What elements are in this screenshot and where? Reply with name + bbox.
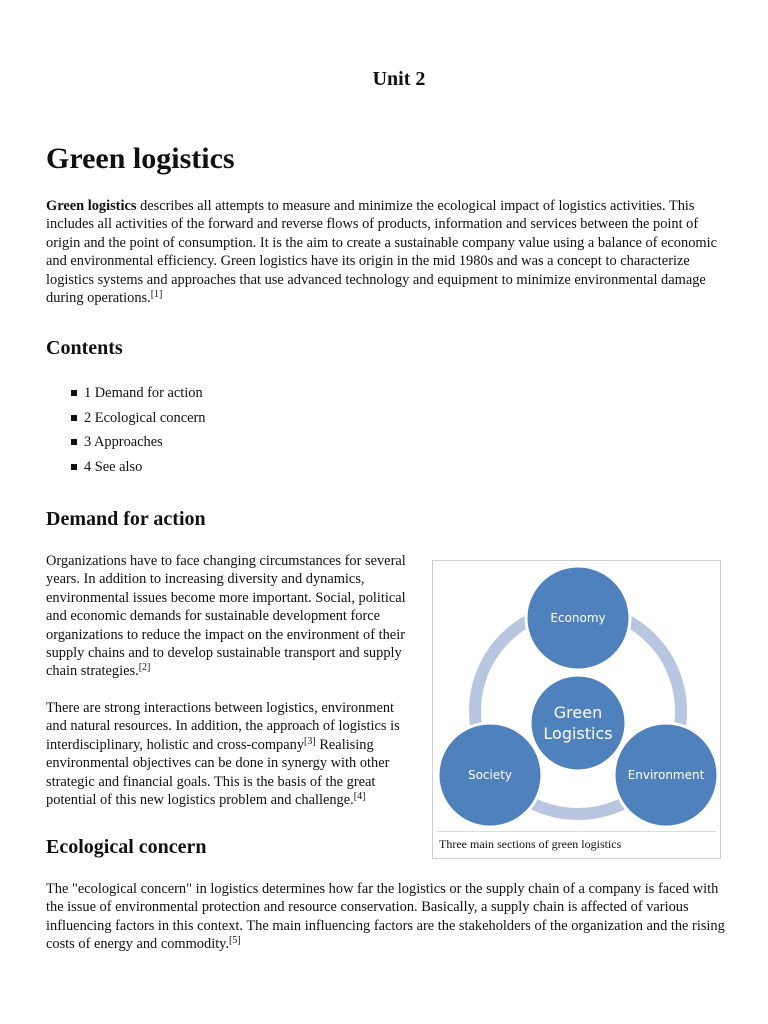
bullet-icon — [71, 415, 77, 421]
toc-item[interactable] — [70, 458, 205, 483]
green-logistics-circle — [530, 675, 626, 771]
intro-citation-link[interactable]: [1] — [150, 289, 163, 301]
bullet-icon — [71, 464, 77, 470]
demand-paragraph-2 — [46, 699, 412, 809]
demand-paragraph-2-text-b: Realising environmental objectives can be done in synergy with other strategic and financial goals. This is the basis of the great potential of this new logistics problem and challenge. — [46, 736, 390, 809]
toc-item[interactable] — [70, 384, 205, 409]
page-title: Green logistics — [46, 142, 235, 175]
intro-bold-term: Green logistics — [46, 198, 137, 214]
demand-heading: Demand for action — [46, 508, 206, 530]
demand-paragraph-1-text: Organizations have to face changing circumstances for several years. In addition to increasing diversity and dynamics, environmental issues become more important. Social, political and economic demands for sustainable development force organizations to reduce the impact on the environment of their supply chains and to develop sustainable transport and supply chain strategies. — [46, 553, 406, 680]
unit-heading: Unit 2 — [372, 68, 426, 90]
toc-item[interactable] — [70, 409, 205, 434]
demand-citation-link[interactable]: [4] — [353, 791, 366, 803]
toc-item[interactable] — [70, 433, 205, 458]
toc-item-label[interactable]: 3 Approaches — [84, 434, 163, 450]
bullet-icon — [71, 439, 77, 445]
center-label-line-1: Green — [553, 703, 603, 722]
society-label: Society — [467, 768, 513, 782]
environment-label: Environment — [627, 768, 705, 782]
ecological-text: The "ecological concern" in logistics determines how far the logistics or the supply chain of a company is faced with the issue of environmental protection and resource conservation. Basically, a supply chain is affected of various influencing factors in this context. The main influencing factors are the stakeholders of the organization and the rising costs of energy and commodity. — [46, 881, 725, 953]
toc-item-label[interactable]: 2 Ecological concern — [84, 409, 206, 426]
intro-paragraph — [46, 197, 726, 307]
ecological-paragraph — [46, 880, 726, 954]
toc-item-label[interactable]: 4 See also — [84, 458, 143, 475]
demand-paragraph-1 — [46, 552, 412, 681]
center-label-line-2: Logistics — [543, 724, 613, 743]
figure-caption: Three main sections of green logistics — [439, 837, 622, 851]
contents-heading: Contents — [46, 337, 123, 359]
demand-citation-link[interactable]: [2] — [138, 662, 151, 674]
ecological-heading: Ecological concern — [46, 836, 207, 858]
intro-text: describes all attempts to measure and minimize the ecological impact of logistics activities. This includes all activities of the forward and reverse flows of products, information and services between the point of origin and the point of consumption. It is the aim to create a sustainable company value using a balance of economic and environmental efficiency. Green logistics have its origin in the mid 1980s and was a concept to characterize logistics systems and approaches that use advanced technology and equipment to minimize environmental damage during operations. — [46, 198, 717, 307]
green-logistics-diagram — [433, 561, 722, 833]
caption-divider — [437, 831, 716, 832]
toc-item-label[interactable]: 1 Demand for action — [84, 385, 203, 401]
table-of-contents — [70, 384, 205, 482]
economy-label: Economy — [550, 611, 606, 625]
ecological-citation-link[interactable]: [5] — [229, 935, 241, 947]
demand-citation-link[interactable]: [3] — [304, 735, 316, 747]
demand-paragraph-2-text-a: There are strong interactions between logistics, environment and natural resources. In addition, the approach of logistics is interdisciplinary, holistic and cross-company — [46, 700, 400, 753]
figure-green-logistics — [432, 560, 721, 859]
bullet-icon — [71, 390, 77, 396]
